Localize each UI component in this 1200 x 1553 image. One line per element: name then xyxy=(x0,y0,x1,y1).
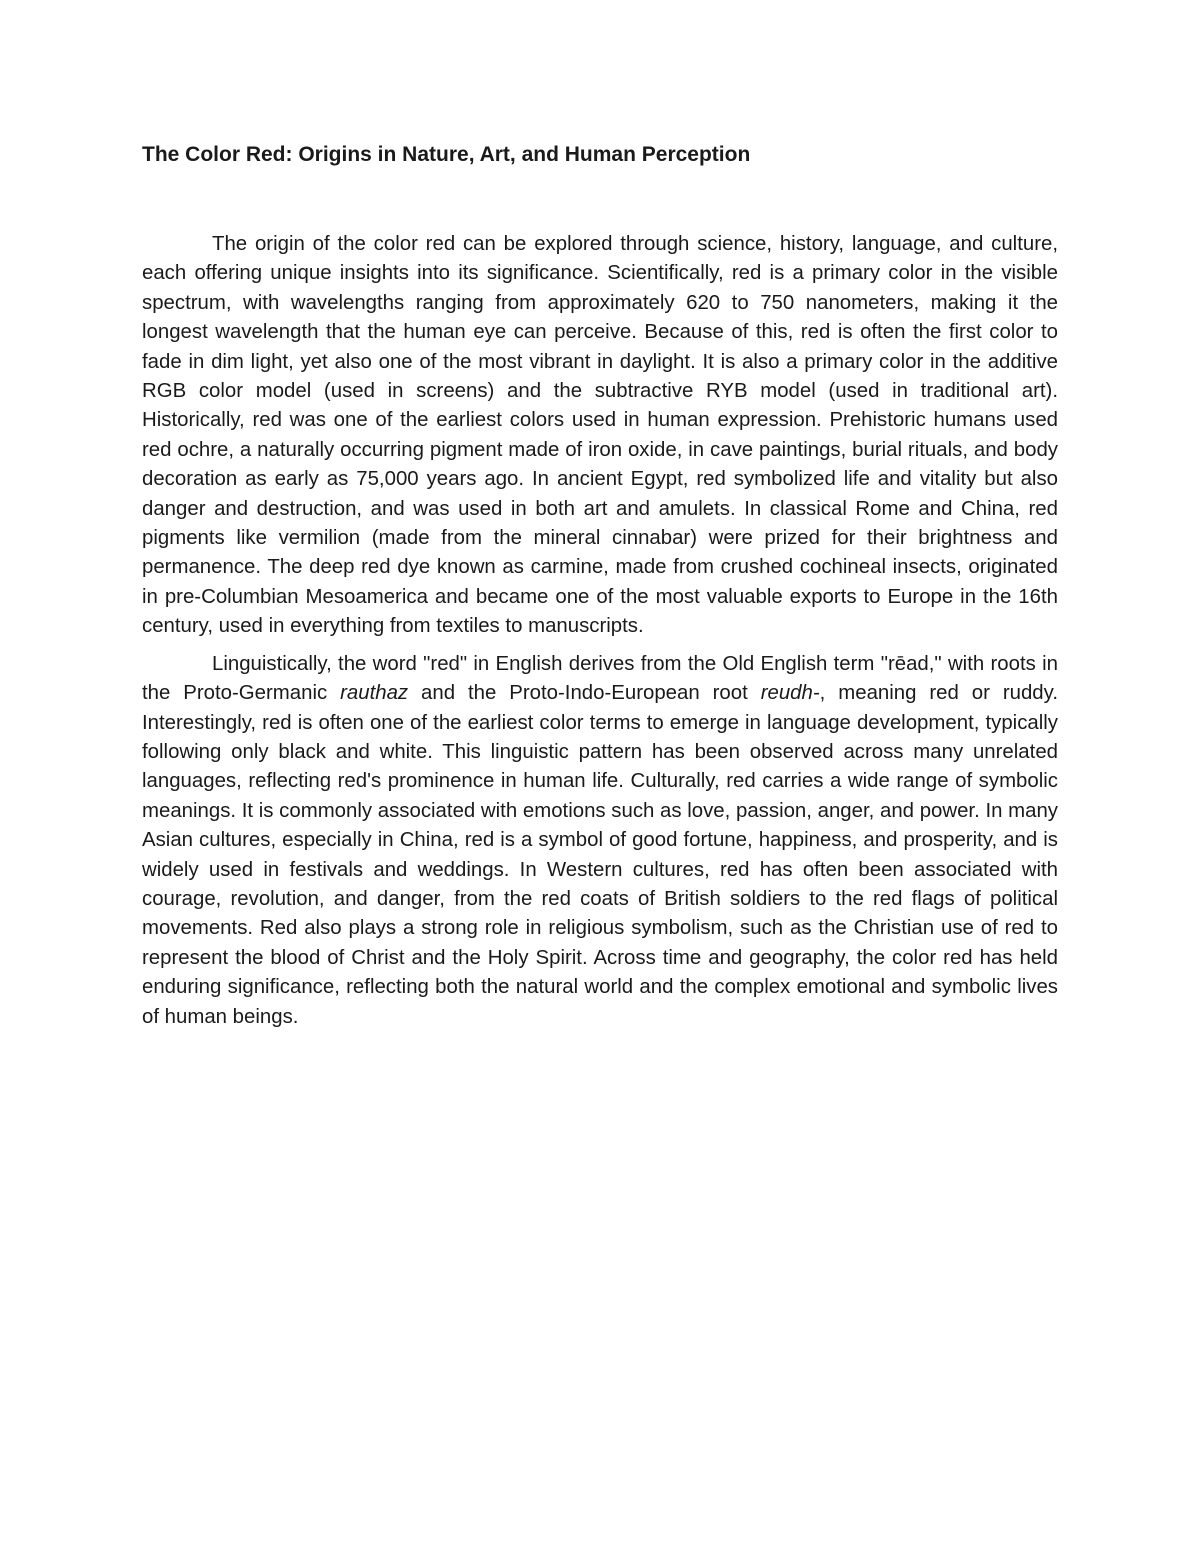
paragraph-2-text-2: and the Proto-Indo-European root xyxy=(408,682,761,705)
paragraph-2-italic-term-1: rauthaz xyxy=(340,682,409,705)
paragraph-2-text-1: Linguistically, the word "red" in English derives from the Old English term "rēad," with roots in the Proto-Germanic xyxy=(142,652,1058,705)
document-title: The Color Red: Origins in Nature, Art, and Human Perception xyxy=(142,143,751,166)
paragraph-2-italic-term-2: reudh- xyxy=(760,682,820,705)
paragraph-2-text-3: , meaning red or ruddy. Interestingly, red is often one of the earliest color terms to emerge in language development, typically following only black and white. This linguistic pattern has been observed across many unrelated languages, reflecting red's prominence in human life. Culturally, red carries a wide range of symbolic meanings. It is commonly associated with emotions such as love, passion, anger, and power. In many Asian cultures, especially in China, red is a symbol of good fortune, happiness, and prosperity, and is widely used in festivals and weddings. In Western cultures, red has often been associated with courage, revolution, and danger, from the red coats of British soldiers to the red flags of political movements. Red also plays a strong role in religious symbolism, such as the Christian use of red to represent the blood of Christ and the Holy Spirit. Across time and geography, the color red has held enduring significance, reflecting both the natural world and the complex emotional and symbolic lives of human beings. xyxy=(142,682,1058,1028)
paragraph-2 xyxy=(142,650,1058,1032)
paragraph-1: The origin of the color red can be explored through science, history, language, and culture, each offering unique insights into its significance. Scientifically, red is a primary color in the visible spectrum, with wavelengths ranging from approximately 620 to 750 nanometers, making it the longest wavelength that the human eye can perceive. Because of this, red is often the first color to fade in dim light, yet also one of the most vibrant in daylight. It is also a primary color in the additive RGB color model (used in screens) and the subtractive RYB model (used in traditional art). Historically, red was one of the earliest colors used in human expression. Prehistoric humans used red ochre, a naturally occurring pigment made of iron oxide, in cave paintings, burial rituals, and body decoration as early as 75,000 years ago. In ancient Egypt, red symbolized life and vitality but also danger and destruction, and was used in both art and amulets. In classical Rome and China, red pigments like vermilion (made from the mineral cinnabar) were prized for their brightness and permanence. The deep red dye known as carmine, made from crushed cochineal insects, originated in pre-Columbian Mesoamerica and became one of the most valuable exports to Europe in the 16th century, used in everything from textiles to manuscripts. xyxy=(142,233,1058,638)
document-body xyxy=(142,230,1058,1040)
